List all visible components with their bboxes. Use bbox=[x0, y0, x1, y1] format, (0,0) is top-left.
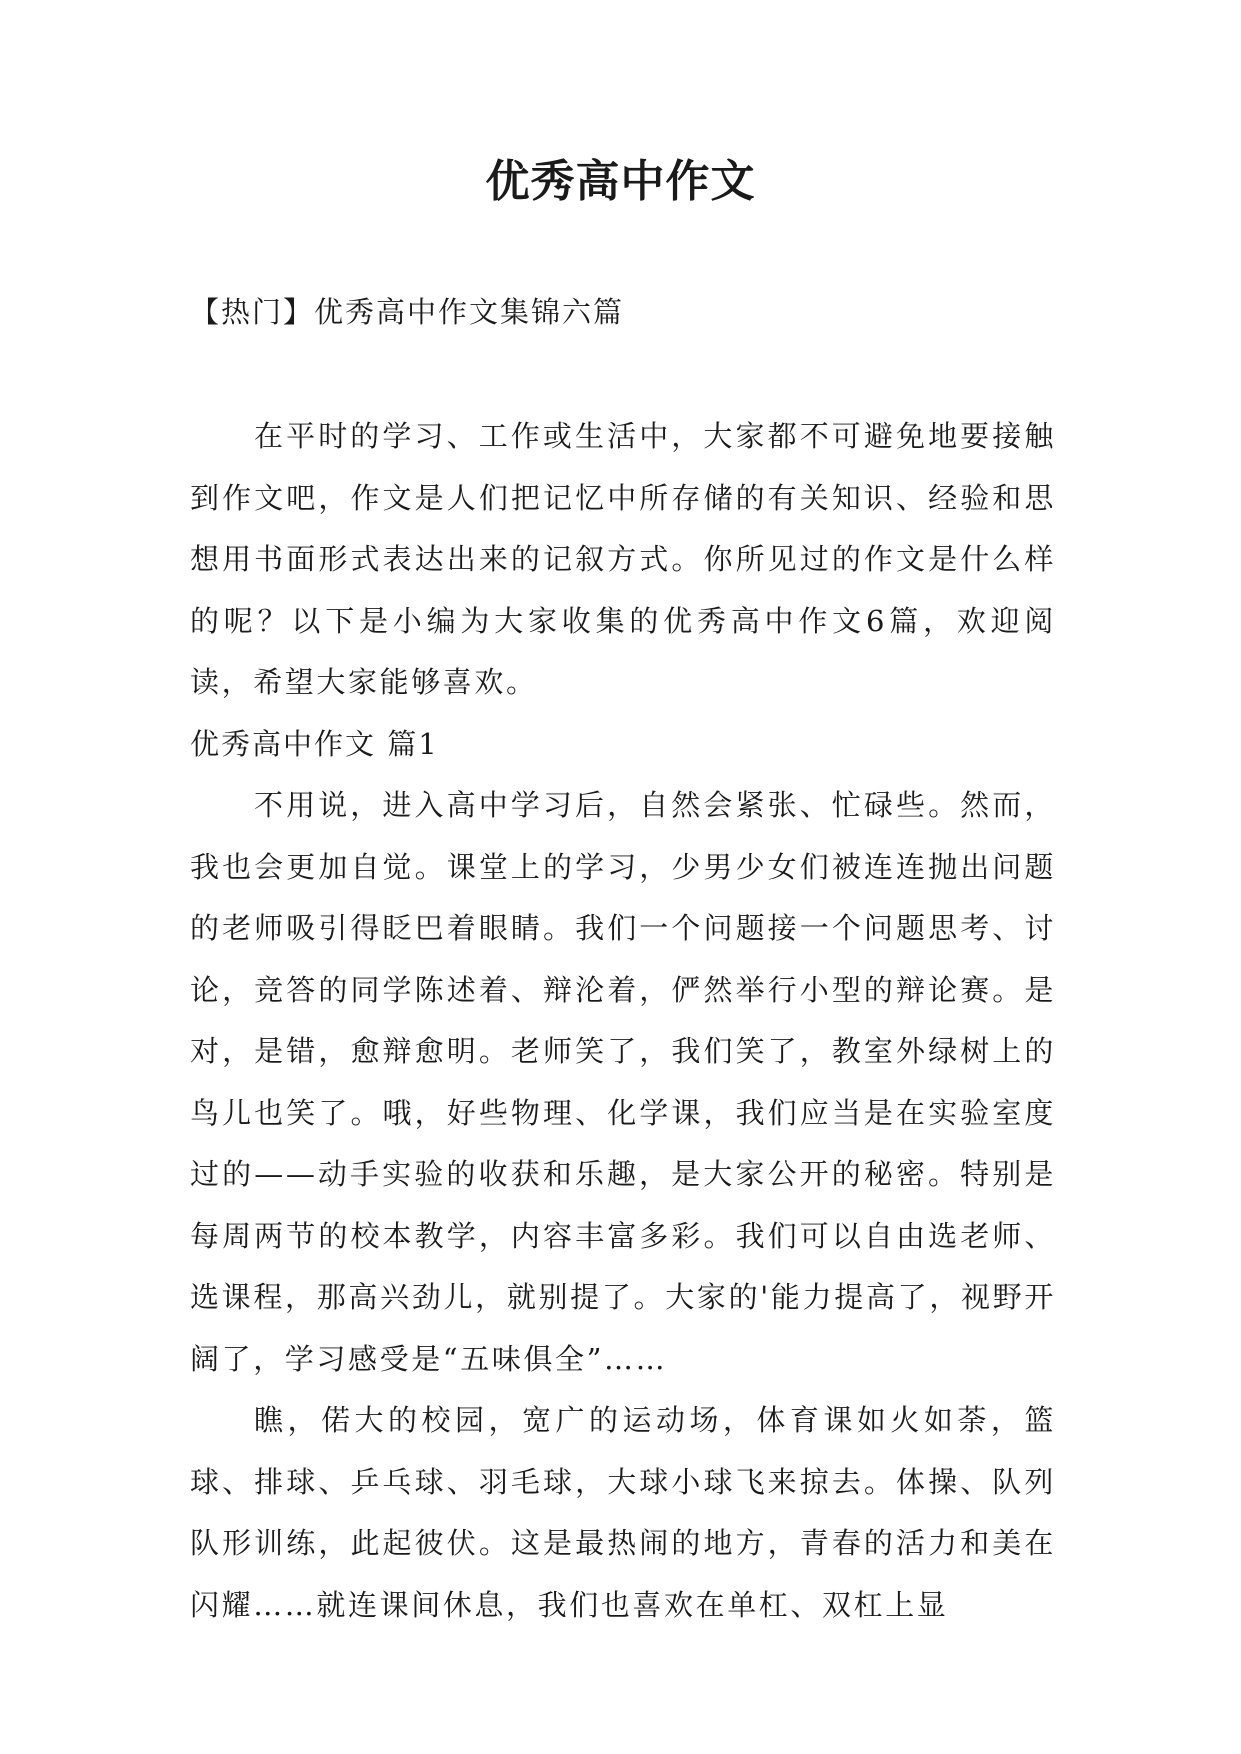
intro-paragraph: 在平时的学习、工作或生活中，大家都不可避免地要接触到作文吧，作文是人们把记忆中所存储的有关知识、经验和思想用书面形式表达出来的记叙方式。你所见过的作文是什么样的呢？以下是小编为大家收集的优秀高中作文6篇，欢迎阅读，希望大家能够喜欢。 bbox=[190, 419, 1056, 699]
document-title: 优秀高中作文 bbox=[485, 156, 756, 207]
document-body bbox=[190, 406, 1056, 1636]
body-paragraph: 不用说，进入高中学习后，自然会紧张、忙碌些。然而，我也会更加自觉。课堂上的学习，少男少女们被连连抛出问题的老师吸引得眨巴着眼睛。我们一个问题接一个问题思考、讨论，竞答的同学陈述着、辩沦着，俨然举行小型的辩论赛。是对，是错，愈辩愈明。老师笑了，我们笑了，教室外绿树上的鸟儿也笑了。哦，好些物理、化学课，我们应当是在实验室度过的——动手实验的收获和乐趣，是大家公开的秘密。特别是每周两节的校本教学，内容丰富多彩。我们可以自由选老师、选课程，那高兴劲儿，就别提了。大家的'能力提高了，视野开阔了，学习感受是“五味俱全”…… bbox=[190, 788, 1056, 1376]
body-paragraph: 瞧，偌大的校园，宽广的运动场，体育课如火如荼，篮球、排球、乒乓球、羽毛球，大球小球飞来掠去。体操、队列队形训练，此起彼伏。这是最热闹的地方，青春的活力和美在闪耀……就连课间休息，我们也喜欢在单杠、双杠上显 bbox=[190, 1403, 1056, 1622]
section-heading: 优秀高中作文 篇1 bbox=[190, 726, 439, 761]
document-subtitle: 【热门】优秀高中作文集锦六篇 bbox=[190, 295, 625, 329]
